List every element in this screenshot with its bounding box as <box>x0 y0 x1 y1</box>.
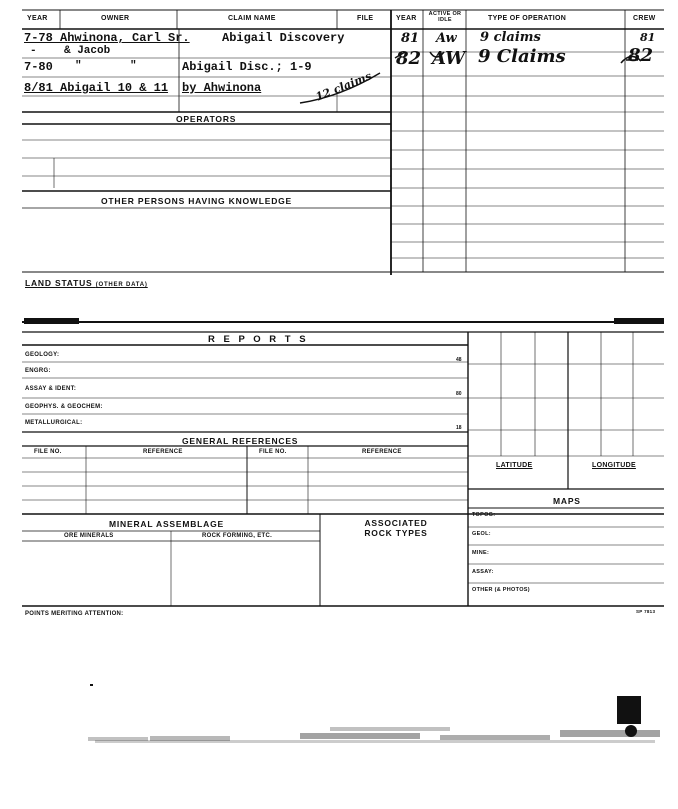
latitude-label: LATITUDE <box>496 462 533 469</box>
operators-title: OPERATORS <box>176 114 237 124</box>
claim-row3: Abigail Disc.; 1-9 <box>182 60 312 74</box>
owner-row3-ditto1: " <box>75 60 82 72</box>
report-assay: ASSAY & IDENT: <box>25 386 77 392</box>
report-geology: GEOLOGY: <box>25 352 60 358</box>
maps-title: MAPS <box>553 496 581 506</box>
header-file: FILE <box>357 15 374 22</box>
maps-other: OTHER (& PHOTOS) <box>472 587 530 593</box>
form-code: SP 7813 <box>636 609 656 614</box>
report-assay-num: 80 <box>456 391 462 397</box>
claim-row4: by Ahwinona <box>182 81 262 95</box>
header-type-of-operation: TYPE OF OPERATION <box>488 15 567 22</box>
maps-assay: ASSAY: <box>472 569 494 575</box>
op-row2-type: 9 Claims <box>478 46 566 67</box>
report-geology-num: 48 <box>456 357 462 363</box>
mineral-assemblage-title: MINERAL ASSEMBLAGE <box>109 519 224 529</box>
other-persons-title: OTHER PERSONS HAVING KNOWLEDGE <box>101 196 293 206</box>
general-references-title: GENERAL REFERENCES <box>182 436 299 446</box>
op-row1-year: 81 <box>401 31 420 46</box>
claim-row1: Abigail Discovery <box>222 31 345 45</box>
header-owner: OWNER <box>101 15 130 22</box>
ref-reference-2: REFERENCE <box>362 449 402 455</box>
longitude-label: LONGITUDE <box>592 462 636 469</box>
ref-file-no-2: FILE NO. <box>259 449 287 455</box>
header-claim-name: CLAIM NAME <box>228 15 276 22</box>
points-meriting-attention: POINTS MERITING ATTENTION: <box>25 611 124 617</box>
owner-row3-year: 7-80 <box>24 60 53 74</box>
op-row1-status: Aw <box>436 31 457 46</box>
header-year-2: YEAR <box>396 15 417 22</box>
owner-row2-dash: - <box>30 45 37 57</box>
op-row2-status: AW <box>432 48 466 69</box>
maps-geol: GEOL: <box>472 531 491 537</box>
owner-row2: & Jacob <box>64 45 111 57</box>
header-crew: CREW <box>633 15 656 22</box>
owner-row4: 8/81 Abigail 10 & 11 <box>24 81 169 95</box>
ref-reference-1: REFERENCE <box>143 449 183 455</box>
report-metallurgical: METALLURGICAL: <box>25 420 83 426</box>
header-year: YEAR <box>27 15 48 22</box>
report-engrg: ENGRG: <box>25 368 51 374</box>
reports-title: R E P O R T S <box>208 334 309 345</box>
land-status-title: LAND STATUS (OTHER DATA) <box>25 278 148 288</box>
op-row2-crew: 82 <box>628 45 654 66</box>
handwritten-claims-note: 12 claims <box>313 69 374 104</box>
op-row2-year: 82 <box>396 48 422 69</box>
header-active-idle: ACTIVE OR IDLE <box>428 11 462 23</box>
maps-mine: MINE: <box>472 550 490 556</box>
op-row1-crew: 81 <box>640 31 656 44</box>
rock-forming-header: ROCK FORMING, ETC. <box>202 533 273 539</box>
report-metallurgical-num: 18 <box>456 425 462 431</box>
owner-row1: 7-78 Ahwinona, Carl Sr. <box>24 31 190 45</box>
associated-rock-types-title: ASSOCIATED ROCK TYPES <box>364 518 428 538</box>
ref-file-no-1: FILE NO. <box>34 449 62 455</box>
op-row1-type: 9 claims <box>480 30 541 45</box>
owner-row3-ditto2: " <box>130 60 137 72</box>
ore-minerals-header: ORE MINERALS <box>64 533 114 539</box>
maps-topog: TOPOG: <box>472 512 496 518</box>
report-geophys: GEOPHYS. & GEOCHEM: <box>25 404 103 410</box>
